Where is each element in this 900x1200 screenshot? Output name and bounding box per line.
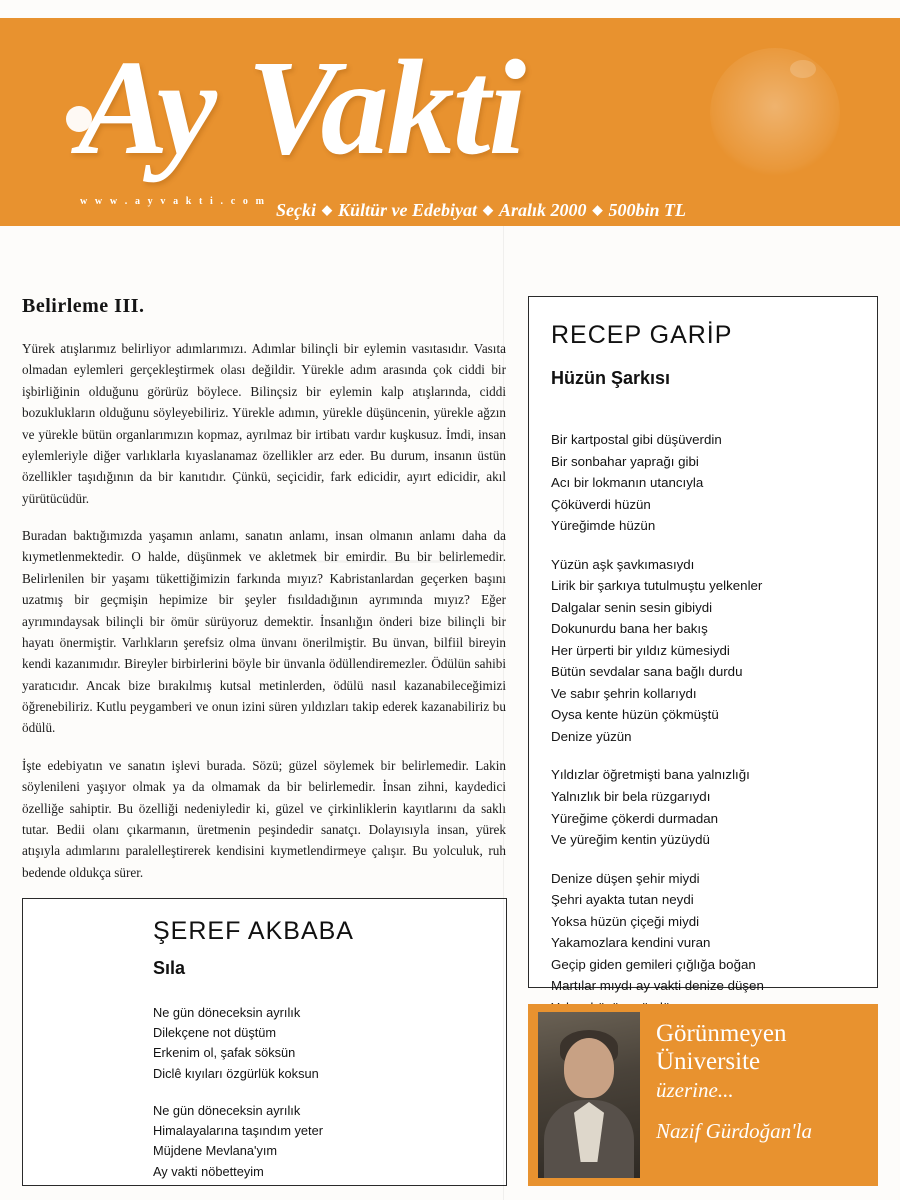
poem-line: Çöküverdi hüzün <box>551 496 651 512</box>
magazine-title: Ay Vakti <box>78 33 525 183</box>
portrait-photo <box>538 1012 640 1178</box>
strap-part-1: Seçki <box>276 200 316 220</box>
poem-title: Sıla <box>153 958 186 978</box>
poem-box-bottom <box>22 898 507 1186</box>
poem-title: Hüzün Şarkısı <box>551 368 671 388</box>
poem-body <box>551 429 855 1018</box>
advert-line-3: üzerine... <box>656 1078 734 1102</box>
poem-box-right <box>528 296 878 994</box>
editorial-paragraph: İşte edebiyatın ve sanatın işlevi burada. Sözü; güzel söylemek bir belirlemedir. Lakin söylenileni yaşıyor olmak ya da olmamak da bir belirlemedir. İnsan zihni, kaydedici özelliğe sahiptir. Bu özelliği nedeniyledir ki, güzel ve çirkinliklerin kayıtlarını da saklı tutar. Bedii olanı çıkarmanın, üretmenin peşindedir sanatçı. Dolayısıyla insan, yürek atışıyla adımlarını paralelleştirerek kendisini kıymetlendirmeye çalışır. Bu yolculuk, ruh bedende oldukça sürer. <box>22 757 506 880</box>
editorial-paragraph: Buradan baktığımızda yaşamın anlamı, sanatın anlamı, insan olmanın anlamı daha da kıymetlenmektedir. O halde, düşünmek ve akletmek bir emirdir. Bu bir belirlemedir. Belirlenilen bir yaşamı tükettiğimizin farkında mıyız? Kabristanlardan geçerken başını uzatmış bir geçmişin hepimize bir şeyler fısıldadığının ayrımında mıyız? Eğer ayrımındaysak bilinçli bir ömür sürüyoruz demektir. İnsanlığın önderi bize bilinçli bir hayatı önermiştir. Varlıkların şerefsiz olma ünvanı önerilmiştir. Bu ünvan, bilfiil bireyin kendi kazanımıdır. Bireyler birbirlerini böyle bir ünvanla ödüllendiremezler. Ödülün sahibi yaratıcıdır. Ancak bize bırakılmış kutsal metinlerden, ödülü nasıl kazanabileceğimizi öğrenebiliriz. Kutlu peygamberi ve onun izini süren yıldızları takip ederek kazanabiliriz bu ödülü. <box>22 528 506 736</box>
poem-line: Dokunurdu bana her bakış <box>551 621 708 637</box>
page-title: Belirleme III. <box>22 295 145 317</box>
poem-line: Himalayalarına taşındım yeter <box>153 1123 323 1139</box>
poem-line: Yakamozlara kendini vuran <box>551 935 711 951</box>
poem-line: Şehri ayakta tutan neydi <box>551 892 694 908</box>
editorial-paragraph: Yürek atışlarımız belirliyor adımlarımızı. Adımlar bilinçli bir eylemin vasıtasıdır. Vasıta olmadan eylemleri gerçekleştirmek olası değildir. Yürekle adım arasında çok ciddi bir işbirliğinin olduğunu görürüz böylece. Bilinçsiz bir eylemin kalp atışlarında, ciddi bozuklukların olduğunu söyleyebiliriz. Yürekle adımın, yürekle düşüncenin, yürekle ağzın ve yürekle bütün organlarımızın kopmaz, ayrılmaz bir irtibatı vardır kuşkusuz. İmdi, insan eylemleriyle diğer varlıklarla kıyaslanamaz özellikler arz eder. Bu durum, insanın üstün özellikler taşıdığının da bir kanıtıdır. Çünkü, seçicidir, fark edicidir, ayırt edicidir, akıl yürütücüdür. <box>22 341 506 506</box>
poem-line: Her ürperti bir yıldız kümesiydi <box>551 642 730 658</box>
poem-line: Dilekçene not düştüm <box>153 1025 277 1041</box>
poem-stanza <box>551 868 855 1019</box>
strap-part-2: Kültür ve Edebiyat <box>338 200 477 220</box>
poem-line: Oysa kente hüzün çökmüştü <box>551 707 719 723</box>
poem-line: Ay vakti nöbetteyim <box>153 1163 264 1179</box>
advert-box <box>528 1004 878 1186</box>
poem-line: Martılar mıydı ay vakti denize düşen <box>551 978 764 994</box>
poem-line: Yüreğime çökerdi durmadan <box>551 810 719 826</box>
poem-line: Dalgalar senin sesin gibiydi <box>551 599 713 615</box>
poem-line: Yüreğimde hüzün <box>551 518 656 534</box>
poem-body <box>153 1003 506 1182</box>
poem-line: Bir kartpostal gibi düşüverdin <box>551 432 722 447</box>
diamond-icon: ◆ <box>483 202 493 217</box>
poem-author-name: ŞEREF AKBABA <box>153 917 354 945</box>
poem-line: Ve yüreğim kentin yüzüydü <box>551 832 710 848</box>
masthead-strapline <box>276 200 686 221</box>
advert-line-4: Nazif Gürdoğan'la <box>656 1119 812 1143</box>
editorial-article <box>22 295 506 981</box>
poem-line: Yoksa hüzün çiçeği miydi <box>551 913 700 929</box>
poem-line: Ne gün döneceksin ayrılık <box>153 1102 301 1118</box>
advert-line-1: Görünmeyen <box>656 1020 787 1047</box>
poem-line: Geçip giden gemileri çığlığa boğan <box>551 956 756 972</box>
masthead-banner <box>0 18 900 226</box>
poem-stanza <box>551 429 855 537</box>
moon-glow-decoration <box>710 48 840 178</box>
magazine-website: w w w . a y v a k t i . c o m <box>80 196 267 207</box>
poem-author-name: RECEP GARİP <box>551 321 733 349</box>
poem-line: Ve sabır şehrin kollarıydı <box>551 685 697 701</box>
portrait-head <box>564 1038 614 1098</box>
poem-line: Denize düşen şehir miydi <box>551 870 700 886</box>
poem-stanza <box>153 1101 506 1182</box>
poem-line: Bir sonbahar yaprağı gibi <box>551 453 699 469</box>
poem-line: Lirik bir şarkıya tutulmuştu yelkenler <box>551 578 763 594</box>
poem-line: Yüzün aşk şavkımasıydı <box>551 556 695 572</box>
diamond-icon: ◆ <box>592 202 603 217</box>
strap-part-3: Aralık 2000 <box>499 200 587 220</box>
diamond-icon: ◆ <box>322 202 332 217</box>
strap-part-4: 500bin TL <box>608 200 687 220</box>
poem-line: Erkenim ol, şafak söksün <box>153 1045 296 1061</box>
poem-line: Müjdene Mevlana'yım <box>153 1143 278 1159</box>
advert-line-2: Üniversite <box>656 1048 761 1075</box>
advert-text <box>656 1020 868 1144</box>
scan-fold-artifact <box>503 226 504 1200</box>
poem-stanza <box>153 1003 506 1084</box>
poem-line: Diclê kıyıları özgürlük koksun <box>153 1065 319 1081</box>
poem-line: Ne gün döneceksin ayrılık <box>153 1005 301 1020</box>
poem-line: Denize yüzün <box>551 728 632 744</box>
poem-line: Yalnızlık bir bela rüzgarıydı <box>551 788 711 804</box>
poem-line: Yıldızlar öğretmişti bana yalnızlığı <box>551 767 750 783</box>
poem-stanza <box>551 554 855 748</box>
poem-line: Acı bir lokmanın utancıyla <box>551 475 704 491</box>
poem-stanza <box>551 764 855 850</box>
poem-line: Bütün sevdalar sana bağlı durdu <box>551 664 743 680</box>
